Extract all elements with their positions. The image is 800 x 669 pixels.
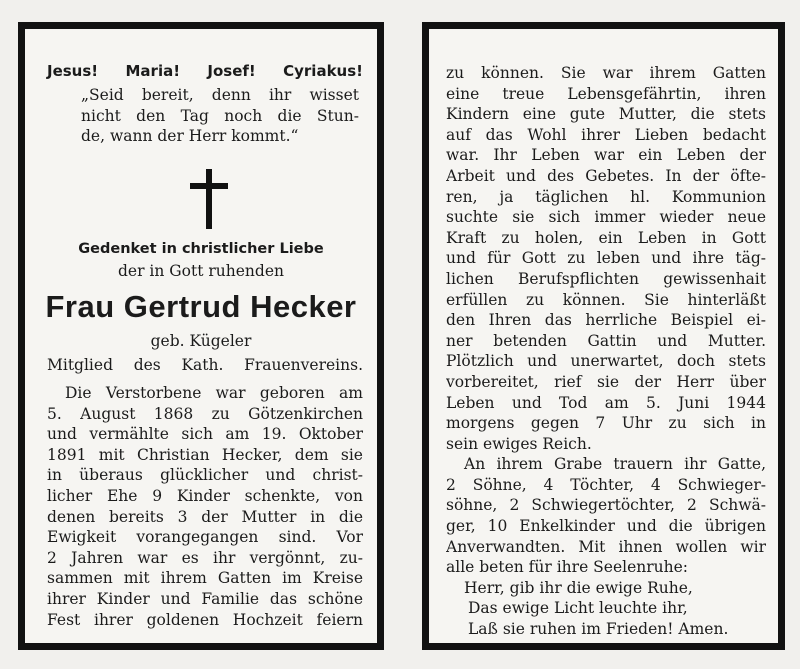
right-card-page bbox=[422, 22, 785, 650]
text-line: erfüllen zu können. Sie hinterläßt bbox=[446, 290, 766, 309]
text-line: zu können. Sie war ihrem Gatten bbox=[446, 64, 766, 82]
text-line: eine treue Lebensgefährtin, ihren bbox=[446, 84, 766, 103]
quote-line: de, wann der Herr kommt.“ bbox=[81, 127, 299, 146]
biography-continuation bbox=[446, 63, 766, 640]
text-line: Ewigkeit vorangegangen sind. Vor bbox=[47, 528, 363, 547]
deceased-name: Frau Gertrud Hecker bbox=[45, 289, 357, 324]
text-line: An ihrem Grabe trauern ihr Gatte, bbox=[464, 455, 766, 474]
text-line: Kraft zu holen, ein Leben in Gott bbox=[446, 228, 766, 247]
text-line: ren, ja täglichen hl. Kommunion bbox=[446, 187, 766, 206]
memorial-heading: Gedenket in christlicher Liebe bbox=[78, 241, 324, 257]
text-line: auf das Wohl ihrer Lieben bedacht bbox=[446, 125, 766, 144]
invocation: Jesus! Maria! Josef! Cyriakus! bbox=[47, 62, 363, 80]
prayer-line: Das ewige Licht leuchte ihr, bbox=[468, 599, 688, 618]
text-line: ihrer Kinder und Familie das schöne bbox=[47, 589, 363, 608]
text-line: suchte sie sich immer wieder neue bbox=[446, 208, 766, 227]
scripture-quote bbox=[81, 85, 359, 147]
text-line: sammen mit ihrem Gatten im Kreise bbox=[47, 569, 363, 588]
text-line: sein ewiges Reich. bbox=[446, 434, 592, 453]
text-line: denen bereits 3 der Mutter in die bbox=[47, 507, 363, 526]
prayer-line: Laß sie ruhen im Frieden! Amen. bbox=[468, 620, 729, 639]
text-line: alle beten für ihre Seelenruhe: bbox=[446, 558, 689, 577]
text-line: 5. August 1868 zu Götzenkirchen bbox=[47, 404, 363, 423]
text-line: licher Ehe 9 Kinder schenkte, von bbox=[47, 486, 363, 505]
membership-line: Mitglied des Kath. Frauenvereins. bbox=[47, 356, 363, 374]
text-line: 1891 mit Christian Hecker, dem sie bbox=[47, 445, 363, 464]
biography-text bbox=[47, 383, 363, 630]
text-line: ger, 10 Enkelkinder und die übrigen bbox=[446, 517, 766, 536]
text-line: war. Ihr Leben war ein Leben der bbox=[446, 146, 766, 165]
text-line: Plötzlich und unerwartet, doch stets bbox=[446, 352, 766, 371]
text-line: und für Gott zu leben und ihre täg- bbox=[446, 249, 766, 268]
text-line: Anverwandten. Mit ihnen wollen wir bbox=[446, 537, 766, 556]
text-line: söhne, 2 Schwiegertöchter, 2 Schwä- bbox=[446, 496, 766, 515]
text-line: vorbereitet, rief sie der Herr über bbox=[446, 372, 766, 391]
quote-line: „Seid bereit, denn ihr wisset bbox=[81, 86, 359, 104]
cross-icon bbox=[189, 169, 229, 229]
text-line: Arbeit und des Gebetes. In der öfte- bbox=[446, 166, 766, 185]
text-line: und vermählte sich am 19. Oktober bbox=[47, 425, 363, 444]
text-line: 2 Söhne, 4 Töchter, 4 Schwieger- bbox=[446, 475, 766, 494]
left-card-page bbox=[18, 22, 384, 650]
text-line: lichen Berufspflichten gewissenhait bbox=[446, 269, 766, 288]
prayer-line: Herr, gib ihr die ewige Ruhe, bbox=[464, 578, 693, 597]
text-line: Leben und Tod am 5. Juni 1944 bbox=[446, 393, 766, 412]
text-line: morgens gegen 7 Uhr zu sich in bbox=[446, 414, 766, 433]
text-line: in überaus glücklicher und christ- bbox=[47, 466, 363, 485]
text-line: ner betenden Gattin und Mutter. bbox=[446, 331, 766, 350]
maiden-name: geb. Kügeler bbox=[150, 332, 252, 350]
quote-line: nicht den Tag noch die Stun- bbox=[81, 106, 359, 125]
text-line: den Ihren das herrliche Beispiel ei- bbox=[446, 311, 766, 330]
text-line: Fest ihrer goldenen Hochzeit feiern bbox=[47, 610, 363, 629]
text-line: 2 Jahren war es ihr vergönnt, zu- bbox=[47, 548, 363, 567]
text-line: Die Verstorbene war geboren am bbox=[65, 384, 363, 402]
resting-line: der in Gott ruhenden bbox=[117, 262, 284, 280]
text-line: Kindern eine gute Mutter, die stets bbox=[446, 105, 766, 124]
